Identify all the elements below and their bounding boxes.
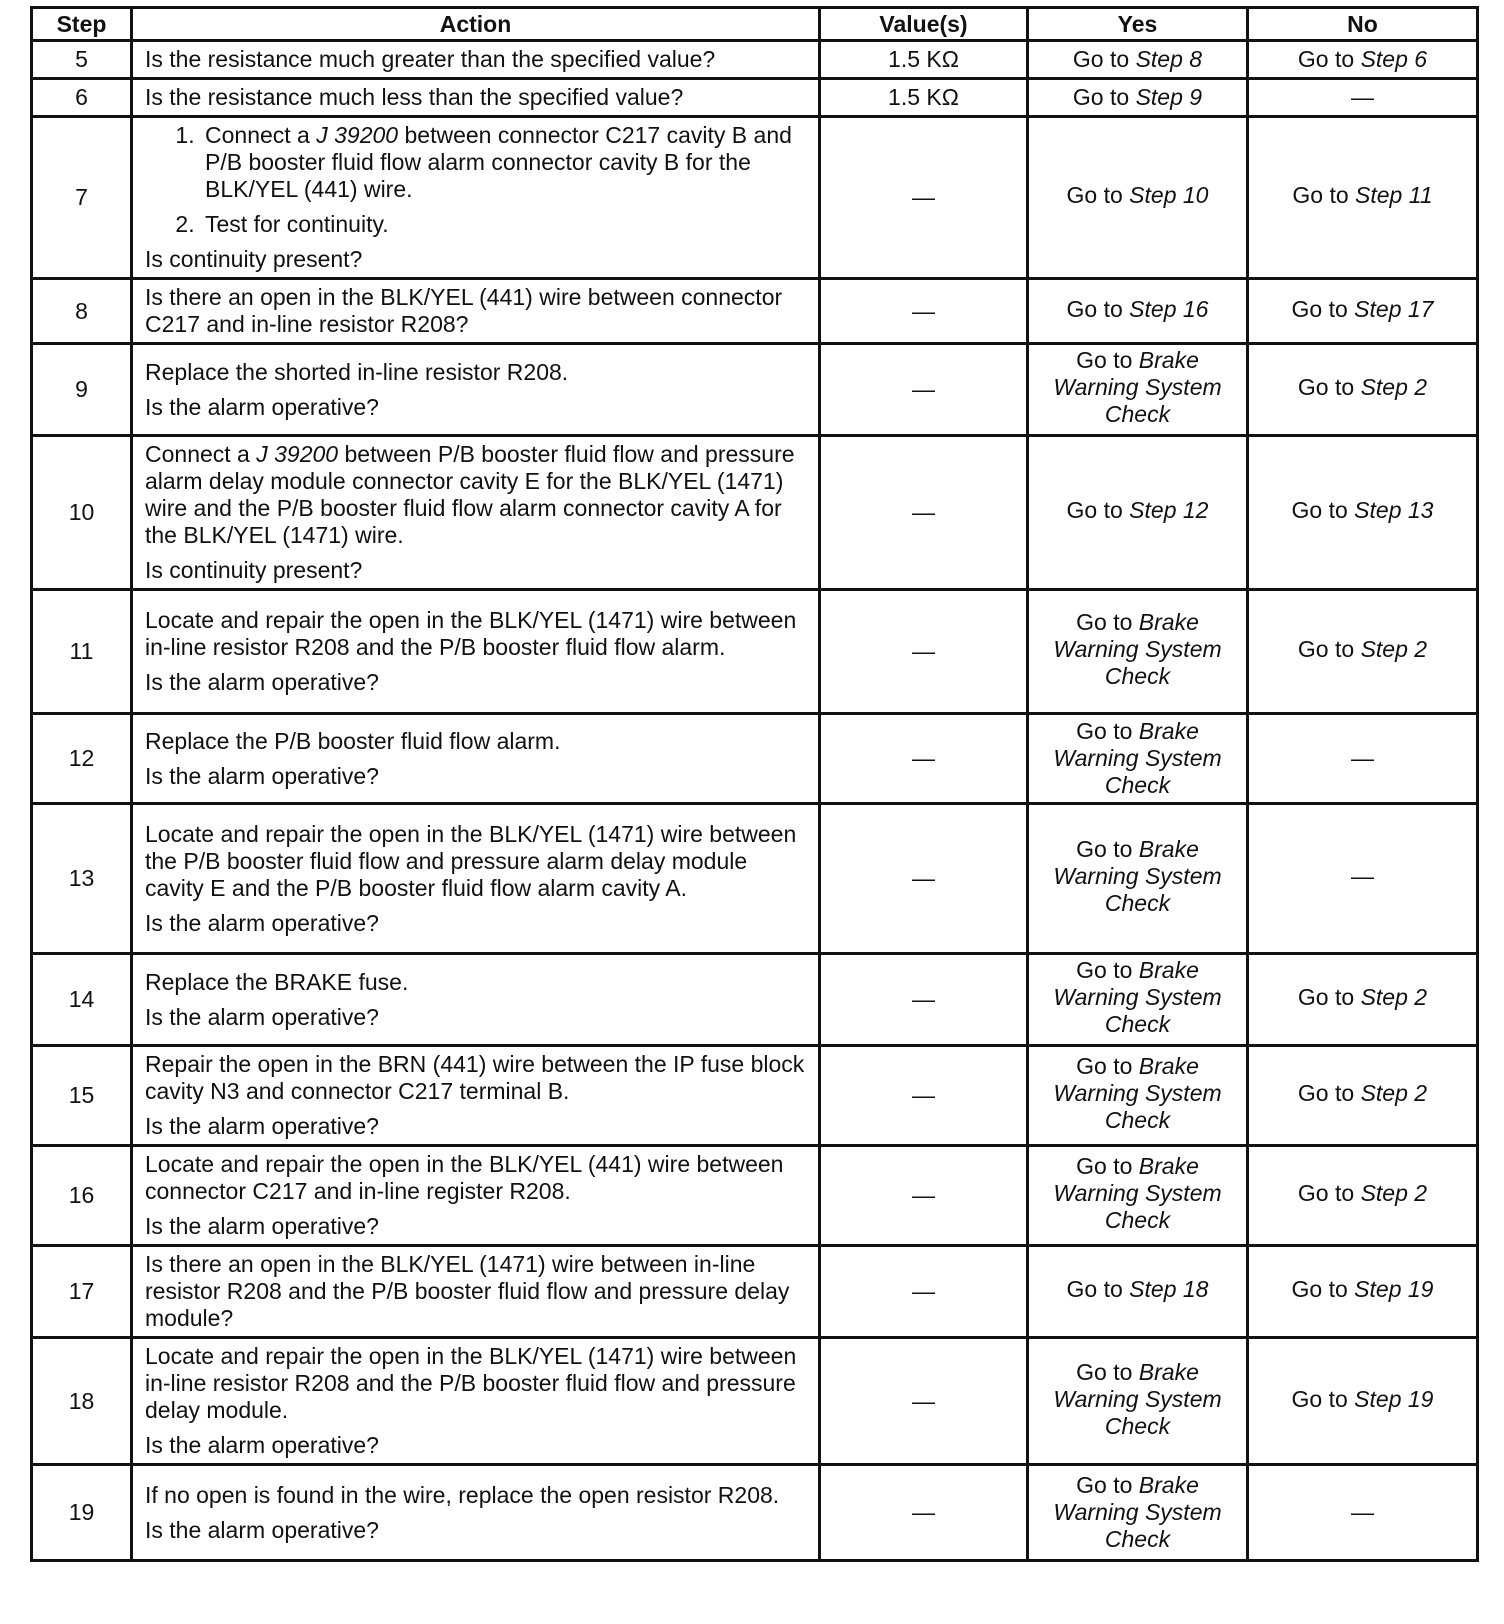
action-text: Locate and repair the open in the BLK/YEL (1471) wire between in-line resistor R208 and the P/B booster fluid flow alarm.: [145, 607, 797, 660]
no-cell: [1248, 117, 1478, 279]
action-text: Is continuity present?: [145, 557, 363, 583]
step-number: 19: [32, 1465, 132, 1561]
text-span: Go to: [1291, 1385, 1355, 1412]
action-cell: [132, 954, 820, 1046]
header-action: Action: [132, 8, 820, 41]
action-text: Locate and repair the open in the BLK/YEL (1471) wire between in-line resistor R208 and the P/B booster fluid flow and pressure delay module.: [145, 1343, 797, 1423]
yes-cell: [1028, 41, 1248, 79]
action-step-item: [201, 122, 810, 203]
action-text: Is the alarm operative?: [145, 762, 379, 789]
text-span: Go to: [1076, 718, 1139, 744]
action-text: [145, 441, 810, 549]
yes-cell: [1028, 1046, 1248, 1146]
table-row: [32, 1046, 1478, 1146]
text-span: Test for continuity.: [205, 211, 389, 237]
action-cell: [132, 1465, 820, 1561]
value-cell: —: [820, 590, 1028, 714]
yes-cell: [1028, 714, 1248, 804]
step-number: 16: [32, 1146, 132, 1246]
action-text: Replace the shorted in-line resistor R208.: [145, 358, 569, 385]
step-number: 7: [32, 117, 132, 279]
reference-text: Step 8: [1135, 46, 1203, 72]
yes-cell: [1028, 344, 1248, 436]
step-number: 11: [32, 590, 132, 714]
value-cell: —: [820, 714, 1028, 804]
text-span: Go to: [1297, 636, 1361, 662]
text-span: Go to: [1076, 957, 1139, 983]
header-no: No: [1248, 8, 1478, 41]
action-cell: [132, 1246, 820, 1338]
step-number: 8: [32, 279, 132, 344]
action-text: Is the alarm operative?: [145, 1113, 379, 1139]
text-span: Go to: [1291, 1276, 1355, 1302]
action-cell: [132, 436, 820, 590]
yes-cell: [1028, 279, 1248, 344]
action-cell: [132, 804, 820, 954]
action-text: Is the resistance much less than the specified value?: [145, 84, 684, 110]
text-span: between connector C217 cavity B and P/B booster fluid flow alarm connector cavity B for the BLK/YEL (441) wire.: [205, 122, 792, 202]
no-cell: [1248, 714, 1478, 804]
action-text: Is the alarm operative?: [145, 1003, 379, 1030]
action-text: Is there an open in the BLK/YEL (441) wire between connector C217 and in-line resistor R208?: [145, 284, 783, 337]
no-cell: [1248, 1146, 1478, 1246]
reference-text: Step 6: [1360, 46, 1428, 72]
yes-cell: [1028, 1338, 1248, 1465]
table-row: [32, 41, 1478, 79]
yes-cell: [1028, 590, 1248, 714]
action-cell: [132, 590, 820, 714]
table-row: [32, 954, 1478, 1046]
yes-cell: [1028, 1246, 1248, 1338]
action-text: If no open is found in the wire, replace the open resistor R208.: [145, 1481, 780, 1508]
yes-cell: [1028, 1146, 1248, 1246]
value-cell: —: [820, 117, 1028, 279]
reference-text: Brake Warning System Check: [1053, 1358, 1222, 1439]
table-row: [32, 1246, 1478, 1338]
text-span: Go to: [1076, 1053, 1139, 1079]
table-row: [32, 344, 1478, 436]
reference-text: Step 19: [1354, 1276, 1434, 1302]
action-cell: [132, 1146, 820, 1246]
text-span: Go to: [1291, 295, 1355, 322]
value-cell: —: [820, 1338, 1028, 1465]
reference-text: Step 10: [1129, 182, 1209, 208]
reference-text: Step 12: [1129, 497, 1209, 523]
action-text: Locate and repair the open in the BLK/YEL (1471) wire between the P/B booster fluid flow and pressure alarm delay module cavity E and the P/B booster fluid flow alarm cavity A.: [145, 820, 797, 901]
text-span: —: [1351, 1499, 1374, 1525]
reference-text: Step 18: [1129, 1276, 1209, 1302]
yes-cell: [1028, 117, 1248, 279]
header-yes: Yes: [1028, 8, 1248, 41]
action-cell: [132, 41, 820, 79]
no-cell: [1248, 344, 1478, 436]
text-span: Go to: [1297, 1180, 1361, 1206]
value-cell: —: [820, 954, 1028, 1046]
no-cell: [1248, 1246, 1478, 1338]
text-span: Connect a: [145, 441, 257, 467]
value-cell: —: [820, 804, 1028, 954]
yes-cell: [1028, 436, 1248, 590]
step-number: 15: [32, 1046, 132, 1146]
action-text: Is there an open in the BLK/YEL (1471) wire between in-line resistor R208 and the P/B booster fluid flow and pressure delay module?: [145, 1251, 790, 1331]
text-span: Go to: [1297, 46, 1361, 72]
text-span: Go to: [1292, 182, 1356, 208]
value-cell: 1.5 KΩ: [820, 79, 1028, 117]
step-number: 17: [32, 1246, 132, 1338]
text-span: Go to: [1076, 836, 1139, 862]
text-span: Go to: [1066, 497, 1130, 523]
no-cell: [1248, 954, 1478, 1046]
no-cell: [1248, 804, 1478, 954]
reference-text: Brake Warning System Check: [1053, 1153, 1222, 1233]
value-cell: 1.5 KΩ: [820, 41, 1028, 79]
text-span: Go to: [1066, 1276, 1130, 1302]
table-row: [32, 436, 1478, 590]
action-cell: [132, 279, 820, 344]
text-span: Go to: [1297, 1080, 1361, 1106]
step-number: 12: [32, 714, 132, 804]
header-values: Value(s): [820, 8, 1028, 41]
reference-text: Step 11: [1355, 182, 1433, 208]
action-text: Repair the open in the BRN (441) wire between the IP fuse block cavity N3 and connector C217 terminal B.: [145, 1051, 805, 1104]
reference-text: Brake Warning System Check: [1053, 609, 1222, 689]
table-row: [32, 1146, 1478, 1246]
action-steps-list: [145, 122, 810, 238]
reference-text: Brake Warning System Check: [1053, 347, 1222, 427]
text-span: Go to: [1291, 497, 1355, 523]
reference-text: J 39200: [316, 122, 399, 148]
action-text: Is the alarm operative?: [145, 1432, 379, 1458]
action-text: Replace the P/B booster fluid flow alarm.: [145, 727, 561, 754]
no-cell: [1248, 279, 1478, 344]
text-span: Go to: [1076, 1472, 1139, 1498]
action-text: Is the alarm operative?: [145, 909, 379, 936]
step-number: 18: [32, 1338, 132, 1465]
action-text: Is the alarm operative?: [145, 669, 379, 695]
no-cell: [1248, 1465, 1478, 1561]
reference-text: Step 19: [1354, 1385, 1434, 1412]
table-row: [32, 279, 1478, 344]
diagnostic-table: [30, 6, 1479, 1562]
text-span: Go to: [1066, 295, 1130, 322]
action-cell: [132, 344, 820, 436]
action-cell: [132, 1338, 820, 1465]
reference-text: Step 2: [1360, 374, 1428, 400]
step-number: 9: [32, 344, 132, 436]
header-step: Step: [32, 8, 132, 41]
reference-text: Step 2: [1360, 1180, 1428, 1206]
action-text: Is the resistance much greater than the specified value?: [145, 46, 716, 72]
yes-cell: [1028, 1465, 1248, 1561]
reference-text: Brake Warning System Check: [1053, 836, 1222, 916]
reference-text: Step 13: [1354, 497, 1434, 523]
text-span: Connect a: [205, 122, 317, 148]
action-cell: [132, 714, 820, 804]
table-row: [32, 804, 1478, 954]
action-step-item: [201, 211, 810, 238]
value-cell: —: [820, 1146, 1028, 1246]
action-text: Is the alarm operative?: [145, 393, 379, 420]
value-cell: —: [820, 1465, 1028, 1561]
text-span: —: [1351, 84, 1374, 110]
reference-text: Brake Warning System Check: [1053, 1053, 1222, 1133]
text-span: Go to: [1076, 1153, 1139, 1179]
reference-text: J 39200: [256, 441, 339, 467]
text-span: Go to: [1076, 1358, 1139, 1385]
value-cell: —: [820, 344, 1028, 436]
no-cell: [1248, 436, 1478, 590]
step-number: 5: [32, 41, 132, 79]
table-row: [32, 714, 1478, 804]
text-span: Go to: [1076, 609, 1139, 635]
table-row: [32, 1338, 1478, 1465]
reference-text: Brake Warning System Check: [1053, 718, 1222, 798]
action-cell: [132, 79, 820, 117]
value-cell: —: [820, 1246, 1028, 1338]
reference-text: Brake Warning System Check: [1053, 1472, 1222, 1552]
reference-text: Step 2: [1360, 1080, 1428, 1106]
reference-text: Brake Warning System Check: [1053, 957, 1222, 1037]
table-row: [32, 117, 1478, 279]
no-cell: [1248, 590, 1478, 714]
text-span: Go to: [1076, 347, 1139, 373]
action-text: Replace the BRAKE fuse.: [145, 968, 409, 995]
action-cell: [132, 117, 820, 279]
no-cell: [1248, 41, 1478, 79]
action-text: Locate and repair the open in the BLK/YEL (441) wire between connector C217 and in-line register R208.: [145, 1151, 784, 1204]
text-span: Go to: [1297, 374, 1361, 400]
reference-text: Step 16: [1129, 295, 1209, 322]
value-cell: —: [820, 436, 1028, 590]
text-span: —: [1351, 745, 1374, 771]
table-header: [32, 8, 1478, 41]
table-body: [32, 41, 1478, 1561]
reference-text: Step 17: [1354, 295, 1434, 322]
text-span: Go to: [1072, 46, 1136, 72]
yes-cell: [1028, 954, 1248, 1046]
text-span: —: [1351, 863, 1374, 889]
reference-text: Step 2: [1360, 636, 1428, 662]
step-number: 10: [32, 436, 132, 590]
no-cell: [1248, 1046, 1478, 1146]
table-row: [32, 1465, 1478, 1561]
text-span: Go to: [1297, 984, 1361, 1010]
no-cell: [1248, 1338, 1478, 1465]
action-text: Is the alarm operative?: [145, 1516, 379, 1543]
action-cell: [132, 1046, 820, 1146]
step-number: 14: [32, 954, 132, 1046]
table-row: [32, 79, 1478, 117]
text-span: between P/B booster fluid flow and pressure alarm delay module connector cavity E for the BLK/YEL (1471) wire and the P/B booster fluid flow alarm connector cavity A for the BLK/YEL (1471) wire.: [145, 441, 795, 548]
reference-text: Step 2: [1360, 984, 1428, 1010]
table-row: [32, 590, 1478, 714]
value-cell: —: [820, 279, 1028, 344]
reference-text: Step 9: [1135, 84, 1203, 110]
text-span: Go to: [1066, 182, 1130, 208]
step-number: 6: [32, 79, 132, 117]
text-span: Go to: [1072, 84, 1136, 110]
step-number: 13: [32, 804, 132, 954]
action-text: Is continuity present?: [145, 246, 363, 272]
yes-cell: [1028, 804, 1248, 954]
yes-cell: [1028, 79, 1248, 117]
action-text: Is the alarm operative?: [145, 1213, 379, 1239]
value-cell: —: [820, 1046, 1028, 1146]
no-cell: [1248, 79, 1478, 117]
